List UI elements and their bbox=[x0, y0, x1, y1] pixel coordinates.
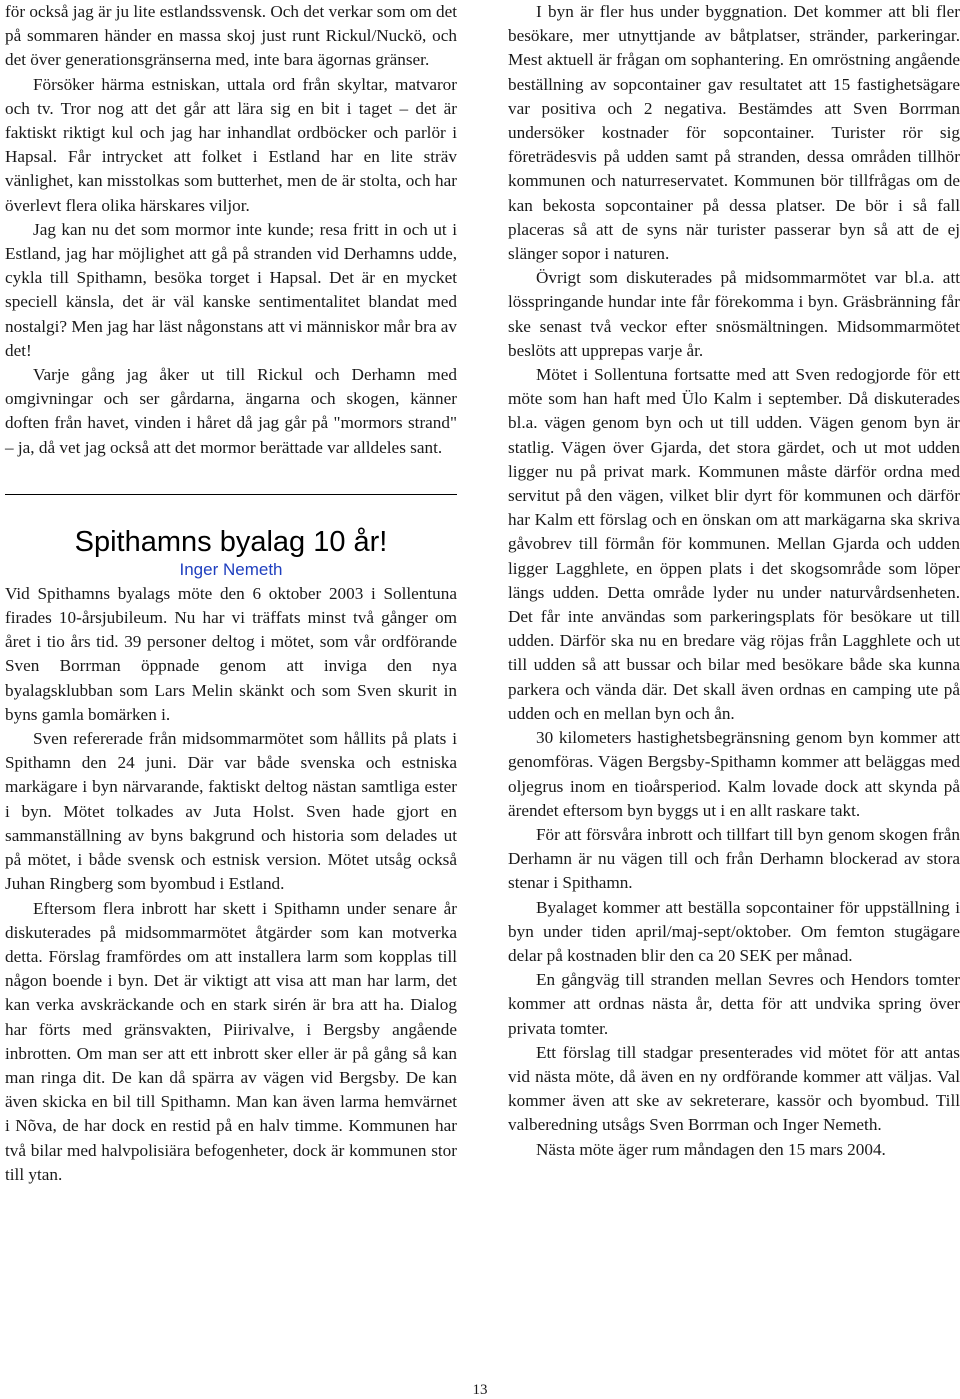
section-divider bbox=[5, 494, 457, 495]
right-paragraph-7: En gångväg till stranden mellan Sevres och Hendors tomter kommer att ordnas nästa år, detta för att undvika spring över privata tomter. bbox=[508, 970, 960, 1038]
page-number: 13 bbox=[472, 1382, 488, 1398]
intro-paragraph-1: för också jag är ju lite estlandssvensk. Och det verkar som om det på sommaren händer en massa skoj just runt Rickul/Nuckö, och det över generationsgränserna med, inte bara ägornas gränser. bbox=[5, 2, 458, 70]
right-column bbox=[508, 0, 960, 1162]
right-paragraph-9: Nästa möte äger rum måndagen den 15 mars 2004. bbox=[536, 1139, 886, 1159]
left-column bbox=[5, 0, 457, 1187]
article-paragraph-1: Vid Spithamns byalags möte den 6 oktober 2003 i Sollentuna firades 10-årsjubileum. Nu har vi träffats minst två gånger om året i tio års tid. 39 personer deltog i mötet, som vår ordförande Sven Borrman öppnade genom att inviga den nya byalagsklubban som Lars Melin skänkt och som Sven skurit in byns gamla bomärken i. bbox=[5, 583, 457, 724]
right-paragraph-5: För att försvåra inbrott och tillfart till byn genom skogen från Derhamn är nu vägen till och från Derhamn blockerad av stora stenar i Spithamn. bbox=[508, 824, 960, 893]
right-paragraph-2: Övrigt som diskuterades på midsommarmötet var bl.a. att lösspringande hundar inte får förekomma i byn. Gräsbränning får ske senast två veckor efter snösmältningen. Midsommarmötet beslöts att upprepas varje år. bbox=[508, 268, 960, 360]
right-paragraph-3: Mötet i Sollentuna fortsatte med att Sven redogjorde för ett möte som han haft med Ülo Kalm i september. Då diskuterades bl.a. vägen genom byn och ut till udden. Vägen genom byn är statlig. Vägen över Gjarda, det stora gärdet, och ut mot udden ligger nu på privat mark. Kommunen måste därför ordna med servitut på den vägen, vilket blir dyrt för kommunen och därför har Kalm ett förslag och en önskan om att markägarna ska skriva gåvobrev till förmån för kommunen. Mellan Gjarda och udden ligger Lagghlete, en öppen plats i det skogsområde som löper längs udden. Detta område lyder nu under naturvårdsenheten. Det får inte användas som parkeringsplats för besökare ut till udden. Därför ska nu en bredare väg röjas från Lagghlete och ut till udden så att bussar och bilar med besökare både ska kunna parkera och vända där. Det skall även ordnas en camping ute på udden och en mellan byn och ån. bbox=[508, 365, 960, 723]
intro-paragraph-3: Jag kan nu det som mormor inte kunde; resa fritt in och ut i Estland, jag har möjlighet att gå på stranden vid Derhamns udde, cykla till Spithamn, besöka torget i Hapsal. Det är en mycket speciell känsla, det är väl kanske sentimentalitet blandat med nostalgi? Men jag har läst någonstans att vi människor mår bra av det! bbox=[5, 219, 458, 360]
article-paragraph-3: Eftersom flera inbrott har skett i Spithamn under senare år diskuterades på midsommarmötet åtgärder som kan motverka detta. Förslag framfördes om att installera larm som kopplas till någon boende i byn. Det är viktigt att visa att man har larm, det kan verka avskräckande och en stark sirén är bra att ha. Dialog har förts med gränsvakten, Piirivalve, i Bergsby angående inbrotten. Om man ser att ett inbrott sker eller är på gång så kan man ringa dit. De kan då spärra av vägen vid Bergsby. De kan även skicka en bil till Spithamn. Man kan även larma hemvärnet i Nõva, de har dock en restid på en halv timme. Kommunen har två bilar med halvpolisiära befogenheter, dock är kommunen stor till ytan. bbox=[5, 898, 457, 1184]
article-title: Spithamns byalag 10 år! bbox=[74, 525, 388, 558]
right-paragraph-6: Byalaget kommer att beställa sopcontainer för uppställning i byn under tiden april/maj-sept/oktober. Om femton stugägare delar på kostnaden blir den ca 20 SEK per månad. bbox=[508, 897, 960, 965]
intro-paragraph-2: Försöker härma estniskan, uttala ord från skyltar, matvaror och tv. Tror nog att det går att lära sig en bit i taget – det är faktiskt riktigt kul och jag har inhandlat ordböcker och parlör i Hapsal. Får intrycket att folket i Estland har en lite sträv vänlighet, kan misstolkas som butterhet, men de är stolta, och har överlevt flera olika härskares viljor. bbox=[5, 74, 457, 215]
right-paragraph-4: 30 kilometers hastighetsbegränsning genom byn kommer att genomföras. Vägen Bergsby-Spithamn kommer att beläggas med oljegrus inom en tioårsperiod. Kalm lovade dock att skynda på ärendet eftersom byn byggs ut i en allt raskare takt. bbox=[508, 728, 960, 820]
right-paragraph-1: I byn är fler hus under byggnation. Det kommer att bli fler besökare, mer utnyttjande av båtplatser, stränder, parkeringar. Mest aktuell är frågan om sophantering. En omröstning angående beställning av sopcontainer gav resultatet att 15 fastighetsägare var positiva och 2 negativa. Bestämdes att Sven Borrman undersöker kostnader för sopcontainer. Turister rör sig företrädesvis på udden samt på stranden, dessa områden tillhör kommunen och naturreservatet. Kommunen bör tillfrågas om de kan bekosta sopcontainer på dessa platser. De bör i så fall placeras så att de syns när turister passerar byn så att de ej slänger sopor i naturen. bbox=[508, 2, 960, 264]
article-author: Inger Nemeth bbox=[179, 559, 283, 579]
intro-paragraph-4: Varje gång jag åker ut till Rickul och Derhamn med omgivningar och ser gårdarna, ängarna och skogen, känner doften från havet, vinden i håret då jag går på "mormors strand" – ja, då vet jag också att det mormor berättade var alldeles sant. bbox=[5, 365, 457, 457]
right-paragraph-8: Ett förslag till stadgar presenterades vid mötet för att antas vid nästa möte, då även en ny ordförande kommer att väljas. Val kommer även att ske av sekreterare, kassör och byombud. Till valberedning utsågs Sven Borrman och Inger Nemeth. bbox=[508, 1042, 960, 1135]
article-paragraph-2: Sven refererade från midsommarmötet som hållits på plats i Spithamn den 24 juni. Där var både svenska och estniska markägare i byn närvarande, faktiskt deltog nästan samtliga ester i byn. Mötet tolkades av Juta Holst. Sven hade gjort en sammanställning av byns bakgrund och historia som delades ut på mötet, i både svensk och estnisk version. Mötet utsåg också Juhan Ringberg som byombud i Estland. bbox=[5, 729, 457, 894]
